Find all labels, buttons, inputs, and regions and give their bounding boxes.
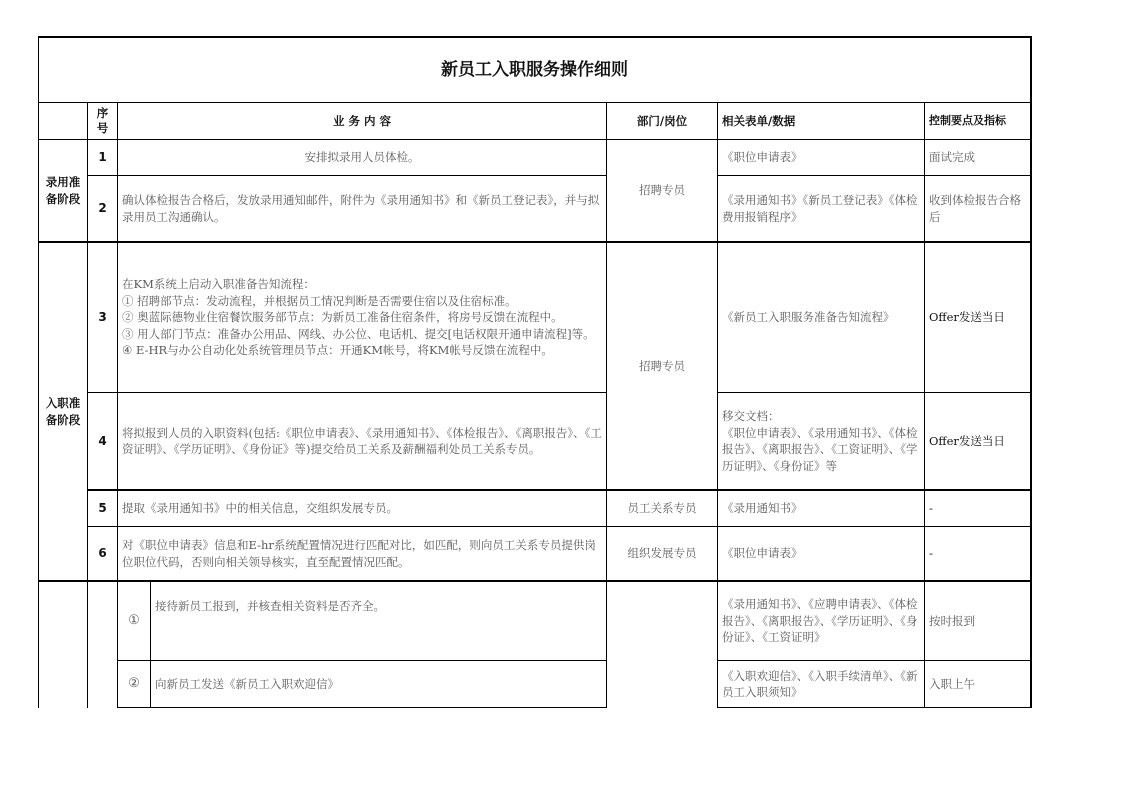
header-dept: 部门/岗位 [636,113,688,128]
document-title: 新员工入职服务操作细则 [441,59,628,80]
row-forms: 移交文档： 《职位申请表》、《录用通知书》、《体检报告》、《离职报告》、《工资证明》、《学历证明》、《身份证》等 [722,409,918,473]
dept-cell: 组织发展专员 [627,546,697,561]
dept-cell: 招聘专员 [639,183,685,198]
rule [118,707,607,708]
row-seq: 6 [98,546,107,561]
row-seq: 3 [98,310,107,325]
row-control: - [929,546,933,561]
row-content: 确认体检报告合格后，发放录用通知邮件，附件为《录用通知书》和《新员工登记表》，并与拟录用员工沟通确认。 [122,193,600,224]
row-seq: 1 [98,150,107,165]
row-forms: 《入职欢迎信》、《入职手续清单》、《新员工入职须知》 [722,668,918,699]
row-content: 在KM系统上启动入职准备告知流程： ① 招聘部节点：发动流程，并根据员工情况判断是否需要住宿以及住宿标准。 ② 奥蓝际德物业住宿餐饮服务部节点：为新员工准备住宿条件，将房号反馈在流程中。 ③ 用人部门节点：准备办公用品、网线、办公位、电话机、提交[电话权限开通申请流程]等。 ④ E-HR与办公自动化处系统管理员节点：开通KM帐号，将KM帐号反馈在流程中。 [122,277,595,358]
phase-label: 录用准备阶段 [45,175,81,206]
row-content: 对《职位申请表》信息和E-hr系统配置情况进行匹配对比，如匹配，则向员工关系专员提供岗位职位代码，否则向相关领导核实，直至配置情况匹配。 [122,538,596,569]
row-control: 入职上午 [929,676,975,691]
row-control: - [929,501,933,516]
rule [718,707,1031,708]
row-control: 面试完成 [929,150,975,165]
row-control: Offer发送当日 [929,310,1005,325]
row-content: 提取《录用通知书》中的相关信息，交组织发展专员。 [122,501,398,516]
row-seq: ① [128,612,140,628]
row-content: 向新员工发送《新员工入职欢迎信》 [155,676,339,691]
row-content: 安排拟录用人员体检。 [304,150,420,165]
row-control: 按时报到 [929,613,975,628]
row-forms: 《录用通知书》《新员工登记表》《体检费用报销程序》 [722,193,918,224]
row-control: Offer发送当日 [929,433,1005,448]
row-seq: ② [128,675,140,691]
row-forms: 《职位申请表》 [722,546,803,561]
row-forms: 《录用通知书》、《应聘申请表》、《体检报告》、《离职报告》、《学历证明》、《身份证》、《工资证明》 [722,597,918,645]
header-forms: 相关表单/数据 [722,113,796,128]
row-control: 收到体检报告合格后 [929,193,1021,224]
row-seq: 5 [98,501,107,516]
row-content: 接待新员工报到，并核查相关资料是否齐全。 [155,599,385,613]
row-forms: 《新员工入职服务准备告知流程》 [722,310,895,325]
dept-cell: 招聘专员 [639,358,685,373]
row-forms: 《录用通知书》 [722,501,803,516]
header-control: 控制要点及指标 [929,113,1006,127]
row-seq: 2 [98,201,107,216]
row-content: 将拟报到人员的入职资料(包括:《职位申请表》、《录用通知书》、《体检报告》、《离职报告》、《工资证明》、《学历证明》、《身份证》等)提交给员工关系及薪酬福利处员工关系专员。 [122,425,602,456]
border-right [1030,36,1032,708]
row-seq: 4 [98,433,107,448]
row-forms: 《职位申请表》 [722,150,803,165]
phase-label: 入职准备阶段 [45,396,81,427]
header-seq: 序号 [96,106,109,135]
header-content: 业 务 内 容 [332,113,391,128]
dept-cell: 员工关系专员 [627,501,697,516]
